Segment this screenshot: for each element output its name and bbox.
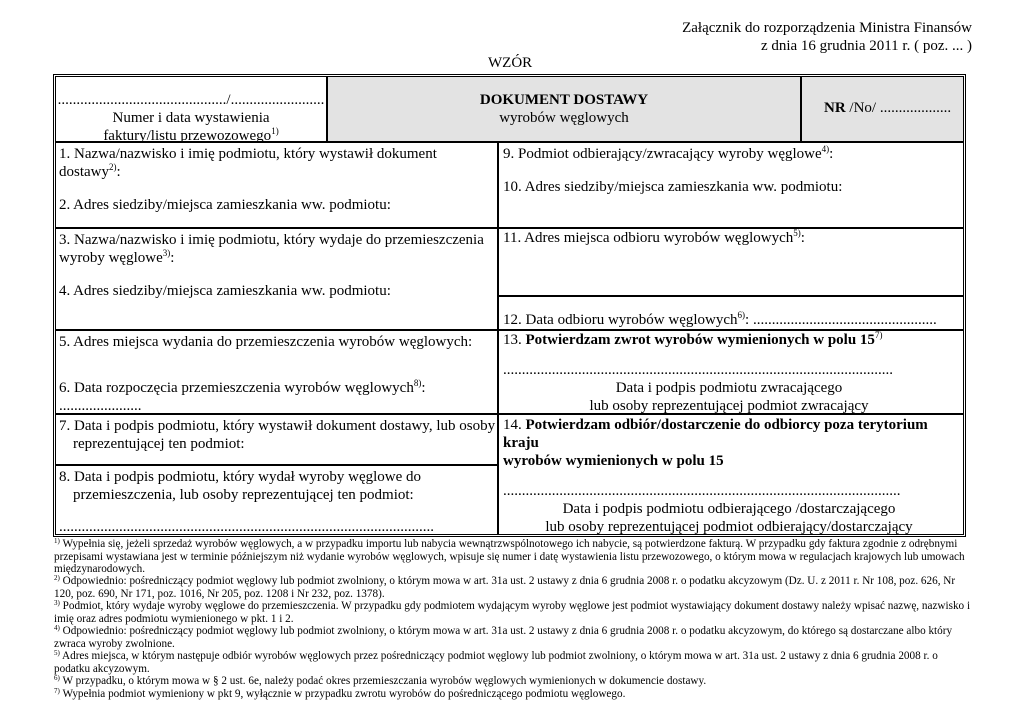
footnote-text: Adres miejsca, w którym następuje odbiór wyrobów węglowych przez pośredniczący podmiot węglowy lub podmiot zwolniony, o którym mowa w art. 31a ust. 2 ustawy z dnia 6 grudnia 2008 r. o podatku akcyzowym. (54, 650, 938, 675)
nr-box (801, 76, 964, 142)
field-14-label: Potwierdzam odbiór/dostarczenie do odbiorcy poza terytorium kraju (503, 417, 928, 451)
field-14-signature-label-cont: lub osoby reprezentującej podmiot odbierający/dostarczający (545, 519, 913, 535)
field-9-10-box: 9. Podmiot odbierający/zwracający wyroby węglowe$^{4)}$: 10. Adres siedziby/miejsca zamieszkania ww. podmiotu: (498, 142, 964, 228)
field-6-footnote-ref: 8) (413, 378, 422, 388)
nr-field[interactable]: /No/ ................... (849, 100, 952, 116)
field-3-footnote-ref: 3) (162, 248, 171, 258)
field-3-label-cont: wyroby węglowe (59, 250, 163, 266)
field-11-footnote-ref: 5) (793, 228, 801, 238)
field-8-label-cont: przemieszczenia, lub osoby reprezentującej ten podmiot: (73, 487, 414, 503)
field-13-label: Potwierdzam zwrot wyrobów wymienionych w polu 15 (525, 332, 875, 348)
footnote-text: Odpowiednio: pośredniczący podmiot węglowy lub podmiot zwolniony, o którym mowa w art. 31a ust. 2 ustawy z dnia 6 grudnia 2008 r. o podatku akcyzowym (Dz. U. z 2011 r. Nr 108, poz. 626, Nr 120, poz. 690, Nr 171, poz. 1016, Nr 205, poz. 1208 i Nr 232, poz. 1378). (54, 575, 956, 600)
field-8-box (55, 465, 498, 535)
field-9-footnote-ref: 4) (821, 144, 830, 154)
footnote-text: Wypełnia się, jeżeli sprzedaż wyrobów węglowych, a w przypadku importu lub nabycia wewnątrzwspólnotowego ich nabycie, są potwierdzone fakturą. W przypadku gdy faktura zgodnie z odrębnymi przepisami wystawiana jest w terminie późniejszym niż wydanie wyrobów węglowych, wpisuje się numer i datę wystawienia listu przewozowego, o którym mowa w regulacjach krajowych lub umowach międzynarodowych. (54, 538, 965, 576)
field-7-dots[interactable]: .................................................................................................... (59, 454, 434, 470)
field-6-dots[interactable]: ...................... (59, 398, 142, 414)
invoice-dots[interactable]: ............................................./......................... (57, 92, 325, 108)
field-12-box (498, 296, 964, 330)
field-13-dots[interactable]: ........................................................................................................ (503, 362, 893, 378)
field-13-signature-label: Data i podpis podmiotu zwracającego (615, 380, 843, 396)
field-14-box (498, 414, 964, 535)
field-5-6-box: 5. Adres miejsca wydania do przemieszczenia wyrobów węglowych: 6. Data rozpoczęcia przemieszczenia wyrobów węglowych$^{8)}$: ...................... (55, 330, 498, 414)
field-7-label: 7. Data i podpis podmiotu, który wystawił dokument dostawy, lub osoby (59, 418, 496, 434)
field-11-box: 11. Adres miejsca odbioru wyrobów węglowych$^{5)}$: (498, 228, 964, 296)
footnote-ref: 6) (54, 674, 60, 682)
footnote (54, 538, 974, 576)
field-14-number: 14. (503, 417, 522, 433)
field-7-box (55, 414, 498, 470)
footnote-ref: 3) (54, 599, 60, 607)
field-12-footnote-ref: 6) (737, 310, 746, 320)
invoice-label: Numer i data wystawienia faktury/listu przewozowego (103, 110, 272, 144)
wzor-label: WZÓR (488, 55, 533, 71)
field-11-label: 11. Adres miejsca odbioru wyrobów węglowych (503, 230, 794, 246)
field-10-label: 10. Adres siedziby/miejsca zamieszkania ww. podmiotu: (503, 179, 843, 195)
field-13-number: 13. (503, 332, 522, 348)
header-attachment-line: Załącznik do rozporządzenia Ministra Finansów (682, 20, 972, 36)
footnote-ref: 5) (54, 649, 60, 657)
footnote-text: W przypadku, o którym mowa w § 2 ust. 6e, należy podać okres przemieszczania wyrobów węglowych wymienionych w dokumencie dostawy. (62, 675, 707, 687)
footnote-ref: 1) (54, 537, 60, 545)
footnote (54, 575, 974, 600)
footnote-ref: 4) (54, 624, 60, 632)
field-7-label-cont: reprezentującej ten podmiot: (73, 436, 245, 452)
field-13-box (498, 330, 964, 414)
field-12-label: 12. Data odbioru wyrobów węglowych (503, 312, 738, 328)
field-4-label: 4. Adres siedziby/miejsca zamieszkania ww. podmiotu: (59, 283, 391, 299)
footnote-text: Podmiot, który wydaje wyroby węglowe do przemieszczenia. W przypadku gdy podmiotem wydającym wyroby węglowe jest podmiot wystawiający dokument dostawy należy wpisać nazwę, nazwisko i imię oraz adres podmiotu wymienionego w pkt. 1 i 2. (54, 600, 971, 625)
field-13-footnote-ref: 7) (874, 330, 883, 340)
footnote-text: Wypełnia podmiot wymieniony w pkt 9, wyłącznie w przypadku zwrotu wyrobów do pośredniczącego podmiotu węglowego. (62, 688, 626, 700)
field-14-dots[interactable]: .......................................................................................................... (503, 483, 901, 499)
field-13-signature-label-cont: lub osoby reprezentującej podmiot zwracający (589, 398, 869, 414)
footnote-ref: 2) (54, 574, 60, 582)
field-9-label: 9. Podmiot odbierający/zwracający wyroby węglowe (503, 146, 822, 162)
footnote-ref: 7) (54, 687, 60, 695)
field-3-label: 3. Nazwa/nazwisko i imię podmiotu, który wydaje do przemieszczenia (59, 232, 484, 248)
invoice-box (55, 76, 327, 142)
header-date-line: z dnia 16 grudnia 2011 r. ( poz. ... ) (760, 38, 972, 54)
nr-label: NR (824, 100, 846, 116)
field-5-label: 5. Adres miejsca wydania do przemieszczenia wyrobów węglowych: (59, 334, 473, 350)
footnote (54, 650, 974, 675)
field-1-footnote-ref: 2) (109, 162, 117, 172)
doc-title-box (327, 76, 801, 142)
footnote (54, 600, 974, 625)
field-2-label: 2. Adres siedziby/miejsca zamieszkania ww. podmiotu: (59, 197, 391, 213)
field-1-label: 1. Nazwa/nazwisko i imię podmiotu, który wystawił dokument dostawy (59, 146, 437, 180)
field-6-label: 6. Data rozpoczęcia przemieszczenia wyrobów węglowych (59, 380, 414, 396)
doc-title: DOKUMENT DOSTAWY (479, 92, 649, 108)
field-3-4-box: 3. Nazwa/nazwisko i imię podmiotu, który wydaje do przemieszczenia wyroby węglowe$^{3)}$: 4. Adres siedziby/miejsca zamieszkania ww. podmiotu: (55, 228, 498, 330)
invoice-footnote-ref: 1) (271, 126, 279, 136)
doc-subtitle: wyrobów węglowych (499, 110, 629, 126)
footnote (54, 625, 974, 650)
field-14-signature-label: Data i podpis podmiotu odbierającego /dostarczającego (562, 501, 896, 517)
field-1-2-box: 1. Nazwa/nazwisko i imię podmiotu, który wystawił dokument dostawy$^{2)}$: 2. Adres siedziby/miejsca zamieszkania ww. podmiotu: (55, 142, 498, 228)
footnote-text: Odpowiednio: pośredniczący podmiot węglowy lub podmiot zwolniony, o którym mowa w art. 31a ust. 2 ustawy z dnia 6 grudnia 2008 r. o podatku akcyzowym, do którego są dostarczane albo który zwraca wyroby zwolnione. (54, 625, 953, 650)
footnote (54, 688, 974, 701)
field-12-dots[interactable]: : ................................................. (745, 312, 937, 328)
field-8-dots[interactable]: .................................................................................................... (59, 519, 434, 535)
field-14-label-cont: wyrobów wymienionych w polu 15 (503, 453, 724, 469)
field-8-label: 8. Data i podpis podmiotu, który wydał wyroby węglowe do (59, 469, 422, 485)
footnote (54, 675, 974, 688)
